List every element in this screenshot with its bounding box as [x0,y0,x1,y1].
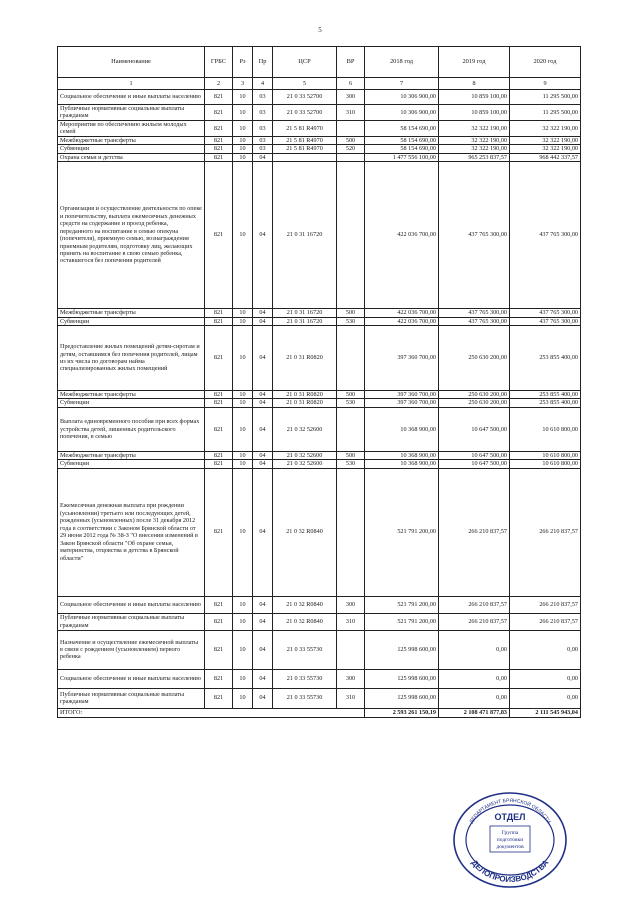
cell-rz: 10 [233,153,253,161]
table-row [58,390,581,398]
cell-grbs: 821 [205,596,233,613]
cell-name: Предоставление жилых помещений детям-сиротам и детям, оставшимся без попечения родителей, лицам из их числа по договорам найма специализированных жилых помещений [58,325,205,390]
column-number-row [58,78,581,90]
header-cell: Рз [233,47,253,78]
cell-y2019: 32 322 190,00 [439,136,510,144]
cell-y2018: 10 306 900,00 [365,90,439,105]
cell-pr: 03 [253,145,273,153]
stamp-center-line: документов [496,844,524,850]
column-number: 9 [510,78,581,90]
cell-grbs: 821 [205,613,233,630]
cell-y2019: 250 630 200,00 [439,325,510,390]
cell-y2020: 266 210 837,57 [510,468,581,596]
cell-rz: 10 [233,120,253,136]
cell-csr: 21 0 31 R0820 [273,390,337,398]
cell-csr: 21 0 32 R0840 [273,468,337,596]
header-row [58,47,581,78]
cell-y2020: 32 322 190,00 [510,136,581,144]
cell-y2019: 437 765 300,00 [439,162,510,309]
cell-vr: 530 [337,399,365,407]
total-y2018: 2 593 261 150,19 [365,708,439,717]
cell-grbs: 821 [205,145,233,153]
table-row [58,688,581,708]
cell-csr: 21 5 81 R4970 [273,145,337,153]
cell-y2019: 32 322 190,00 [439,120,510,136]
cell-name: Публичные нормативные социальные выплаты гражданам [58,688,205,708]
cell-grbs: 821 [205,136,233,144]
cell-name: Субвенции [58,399,205,407]
cell-y2019: 250 630 200,00 [439,399,510,407]
cell-csr: 21 0 31 16720 [273,162,337,309]
column-number: 5 [273,78,337,90]
cell-y2018: 10 368 900,00 [365,407,439,451]
column-number: 3 [233,78,253,90]
cell-name: Социальное обеспечение и иные выплаты населению [58,596,205,613]
header-cell: Пр [253,47,273,78]
header-cell: 2018 год [365,47,439,78]
cell-y2019: 10 647 500,00 [439,460,510,468]
cell-pr: 03 [253,105,273,121]
cell-rz: 10 [233,136,253,144]
cell-grbs: 821 [205,460,233,468]
column-number: 2 [205,78,233,90]
cell-rz: 10 [233,325,253,390]
cell-csr: 21 0 31 R0820 [273,399,337,407]
cell-grbs: 821 [205,399,233,407]
cell-name: Межбюджетные трансферты [58,390,205,398]
total-y2019: 2 108 471 877,83 [439,708,510,717]
cell-vr [337,120,365,136]
cell-y2020: 968 442 337,57 [510,153,581,161]
cell-csr: 21 0 32 R0840 [273,613,337,630]
cell-y2020: 0,00 [510,669,581,688]
cell-y2018: 397 360 700,00 [365,325,439,390]
cell-rz: 10 [233,309,253,317]
table-row [58,460,581,468]
cell-grbs: 821 [205,317,233,325]
cell-rz: 10 [233,407,253,451]
column-number: 6 [337,78,365,90]
header-cell: Наименование [58,47,205,78]
cell-pr: 03 [253,90,273,105]
cell-rz: 10 [233,630,253,669]
table-row [58,153,581,161]
cell-vr: 300 [337,596,365,613]
cell-y2018: 10 368 900,00 [365,460,439,468]
cell-pr: 03 [253,120,273,136]
cell-pr: 04 [253,630,273,669]
cell-rz: 10 [233,145,253,153]
total-row [58,708,581,717]
cell-pr: 04 [253,325,273,390]
header-cell: ГРБС [205,47,233,78]
total-label: ИТОГО: [58,708,365,717]
cell-rz: 10 [233,162,253,309]
cell-grbs: 821 [205,688,233,708]
cell-csr: 21 0 32 52600 [273,451,337,459]
cell-y2018: 397 360 700,00 [365,399,439,407]
cell-y2018: 125 998 600,00 [365,669,439,688]
cell-y2020: 11 295 500,00 [510,105,581,121]
cell-rz: 10 [233,688,253,708]
cell-rz: 10 [233,468,253,596]
table-row [58,309,581,317]
cell-grbs: 821 [205,162,233,309]
cell-name: Субвенции [58,460,205,468]
cell-name: Межбюджетные трансферты [58,136,205,144]
cell-y2018: 521 791 200,00 [365,596,439,613]
cell-y2018: 397 360 700,00 [365,390,439,398]
cell-y2020: 253 855 400,00 [510,399,581,407]
cell-pr: 04 [253,390,273,398]
table-row [58,317,581,325]
cell-csr: 21 0 31 R0820 [273,325,337,390]
cell-y2019: 437 765 300,00 [439,317,510,325]
cell-y2020: 266 210 837,57 [510,613,581,630]
cell-y2020: 253 855 400,00 [510,325,581,390]
cell-name: Назначение и осуществление ежемесячной выплаты в связи с рождением (усыновлением) первого ребенка [58,630,205,669]
table-row [58,596,581,613]
table-row [58,162,581,309]
cell-grbs: 821 [205,407,233,451]
cell-y2018: 422 036 700,00 [365,317,439,325]
cell-vr: 530 [337,317,365,325]
cell-y2020: 437 765 300,00 [510,309,581,317]
cell-pr: 03 [253,136,273,144]
table-row [58,468,581,596]
cell-vr [337,325,365,390]
cell-csr: 21 0 33 55730 [273,688,337,708]
cell-y2018: 422 036 700,00 [365,162,439,309]
cell-pr: 04 [253,317,273,325]
cell-vr: 310 [337,688,365,708]
table-row [58,145,581,153]
cell-y2020: 437 765 300,00 [510,317,581,325]
cell-name: Публичные нормативные социальные выплаты гражданам [58,105,205,121]
cell-y2018: 521 791 200,00 [365,613,439,630]
cell-vr: 530 [337,460,365,468]
cell-y2019: 965 253 837,57 [439,153,510,161]
header-cell: ЦСР [273,47,337,78]
cell-y2020: 253 855 400,00 [510,390,581,398]
table-row [58,669,581,688]
cell-y2018: 125 998 600,00 [365,630,439,669]
cell-vr: 500 [337,451,365,459]
cell-grbs: 821 [205,390,233,398]
stamp-bottom-text: ДЕЛОПРОИЗВОДСТВА [469,858,551,885]
cell-rz: 10 [233,451,253,459]
cell-rz: 10 [233,390,253,398]
cell-y2019: 10 647 500,00 [439,407,510,451]
cell-y2019: 250 630 200,00 [439,390,510,398]
cell-csr: 21 0 31 16720 [273,317,337,325]
cell-name: Организация и осуществление деятельности по опеке и попечительству, выплата ежемесячных денежных средств на содержание и проезд ребенка, переданного на воспитание в семью опекуна (попечителя), приемную семью, вознаграждения приемным родителям, подготовку лиц, желающих принять на воспитание в свою семью ребенка, оставшегося без попечения родителей [58,162,205,309]
cell-pr: 04 [253,613,273,630]
table-row [58,105,581,121]
table-row [58,451,581,459]
cell-grbs: 821 [205,120,233,136]
cell-y2020: 0,00 [510,630,581,669]
cell-y2020: 32 322 190,00 [510,145,581,153]
cell-y2020: 11 295 500,00 [510,90,581,105]
cell-y2019: 32 322 190,00 [439,145,510,153]
cell-csr: 21 0 32 52600 [273,460,337,468]
cell-vr: 310 [337,105,365,121]
cell-vr: 520 [337,145,365,153]
cell-grbs: 821 [205,325,233,390]
cell-name: Субвенции [58,145,205,153]
cell-y2019: 266 210 837,57 [439,613,510,630]
cell-grbs: 821 [205,153,233,161]
cell-vr [337,162,365,309]
stamp-center-line: Группа [501,830,519,836]
stamp-center-line: подготовки [496,837,524,843]
cell-y2018: 10 306 900,00 [365,105,439,121]
table-row [58,325,581,390]
cell-y2019: 0,00 [439,688,510,708]
column-number: 7 [365,78,439,90]
cell-rz: 10 [233,669,253,688]
cell-vr [337,407,365,451]
cell-rz: 10 [233,105,253,121]
cell-y2020: 266 210 837,57 [510,596,581,613]
cell-y2018: 125 998 600,00 [365,688,439,708]
cell-name: Межбюджетные трансферты [58,309,205,317]
stamp-outer-text: ДЕПАРТАМЕНТ БРЯНСКОЙ ОБЛАСТИ [468,797,552,825]
column-number: 1 [58,78,205,90]
cell-y2018: 58 154 690,00 [365,145,439,153]
cell-grbs: 821 [205,630,233,669]
cell-y2020: 437 765 300,00 [510,162,581,309]
cell-name: Межбюджетные трансферты [58,451,205,459]
cell-y2019: 0,00 [439,669,510,688]
cell-name: Выплата единовременного пособия при всех формах устройства детей, лишенных родительского попечения, в семью [58,407,205,451]
table-row [58,136,581,144]
cell-vr: 500 [337,390,365,398]
cell-csr: 21 0 33 52700 [273,90,337,105]
table-row [58,630,581,669]
cell-name: Публичные нормативные социальные выплаты гражданам [58,613,205,630]
cell-pr: 04 [253,162,273,309]
cell-pr: 04 [253,407,273,451]
cell-name: Социальное обеспечение и иные выплаты населению [58,669,205,688]
cell-y2019: 10 859 100,00 [439,90,510,105]
column-number: 8 [439,78,510,90]
table-row [58,90,581,105]
cell-y2019: 0,00 [439,630,510,669]
cell-y2019: 266 210 837,57 [439,468,510,596]
cell-vr: 300 [337,90,365,105]
cell-pr: 04 [253,399,273,407]
cell-csr: 21 0 33 52700 [273,105,337,121]
cell-name: Субвенции [58,317,205,325]
cell-y2020: 0,00 [510,688,581,708]
cell-grbs: 821 [205,468,233,596]
cell-y2019: 266 210 837,57 [439,596,510,613]
table-row [58,120,581,136]
cell-grbs: 821 [205,669,233,688]
cell-csr [273,153,337,161]
stamp-top-text: ОТДЕЛ [494,812,526,822]
header-cell: 2019 год [439,47,510,78]
cell-y2020: 10 610 800,00 [510,460,581,468]
total-y2020: 2 111 545 943,04 [510,708,581,717]
cell-csr: 21 5 81 R4970 [273,120,337,136]
cell-name: Мероприятия по обеспечению жильем молодых семей [58,120,205,136]
cell-y2020: 10 610 800,00 [510,451,581,459]
cell-pr: 04 [253,669,273,688]
cell-rz: 10 [233,90,253,105]
cell-y2018: 1 477 556 100,00 [365,153,439,161]
cell-y2018: 10 368 900,00 [365,451,439,459]
cell-vr: 310 [337,613,365,630]
cell-vr [337,630,365,669]
cell-y2020: 10 610 800,00 [510,407,581,451]
cell-rz: 10 [233,317,253,325]
cell-y2018: 58 154 690,00 [365,120,439,136]
cell-name: Социальное обеспечение и иные выплаты населению [58,90,205,105]
cell-csr: 21 0 33 55730 [273,669,337,688]
cell-name: Ежемесячная денежная выплата при рождении (усыновлении) третьего или последующих детей, рожденных (усыновленных) после 31 декабря 2012 года в соответствии с Законом Брянской области от 29 июня 2012 года № 38-З "О внесении изменений в Закон Брянской области "Об охране семьи, материнства, отцовства и детства в Брянской области" [58,468,205,596]
cell-rz: 10 [233,596,253,613]
department-stamp [450,790,570,890]
table-row [58,613,581,630]
cell-grbs: 821 [205,105,233,121]
cell-y2020: 32 322 190,00 [510,120,581,136]
cell-csr: 21 0 31 16720 [273,309,337,317]
cell-rz: 10 [233,613,253,630]
cell-grbs: 821 [205,451,233,459]
cell-pr: 04 [253,468,273,596]
cell-y2018: 422 036 700,00 [365,309,439,317]
page-number: 5 [318,26,322,34]
cell-y2018: 521 791 200,00 [365,468,439,596]
cell-rz: 10 [233,460,253,468]
cell-vr: 500 [337,309,365,317]
cell-pr: 04 [253,596,273,613]
cell-pr: 04 [253,451,273,459]
cell-vr [337,468,365,596]
header-cell: 2020 год [510,47,581,78]
cell-vr [337,153,365,161]
column-number: 4 [253,78,273,90]
cell-pr: 04 [253,309,273,317]
cell-csr: 21 0 33 55730 [273,630,337,669]
cell-csr: 21 5 81 R4970 [273,136,337,144]
cell-pr: 04 [253,153,273,161]
cell-grbs: 821 [205,90,233,105]
cell-y2019: 10 647 500,00 [439,451,510,459]
table-row [58,399,581,407]
cell-csr: 21 0 32 52600 [273,407,337,451]
cell-y2019: 437 765 300,00 [439,309,510,317]
table-row [58,407,581,451]
header-cell: ВР [337,47,365,78]
cell-name: Охрана семьи и детства [58,153,205,161]
budget-table [57,46,581,718]
cell-rz: 10 [233,399,253,407]
cell-csr: 21 0 32 R0840 [273,596,337,613]
cell-pr: 04 [253,688,273,708]
cell-grbs: 821 [205,309,233,317]
cell-y2018: 58 154 690,00 [365,136,439,144]
cell-pr: 04 [253,460,273,468]
cell-vr: 300 [337,669,365,688]
cell-y2019: 10 859 100,00 [439,105,510,121]
cell-vr: 500 [337,136,365,144]
